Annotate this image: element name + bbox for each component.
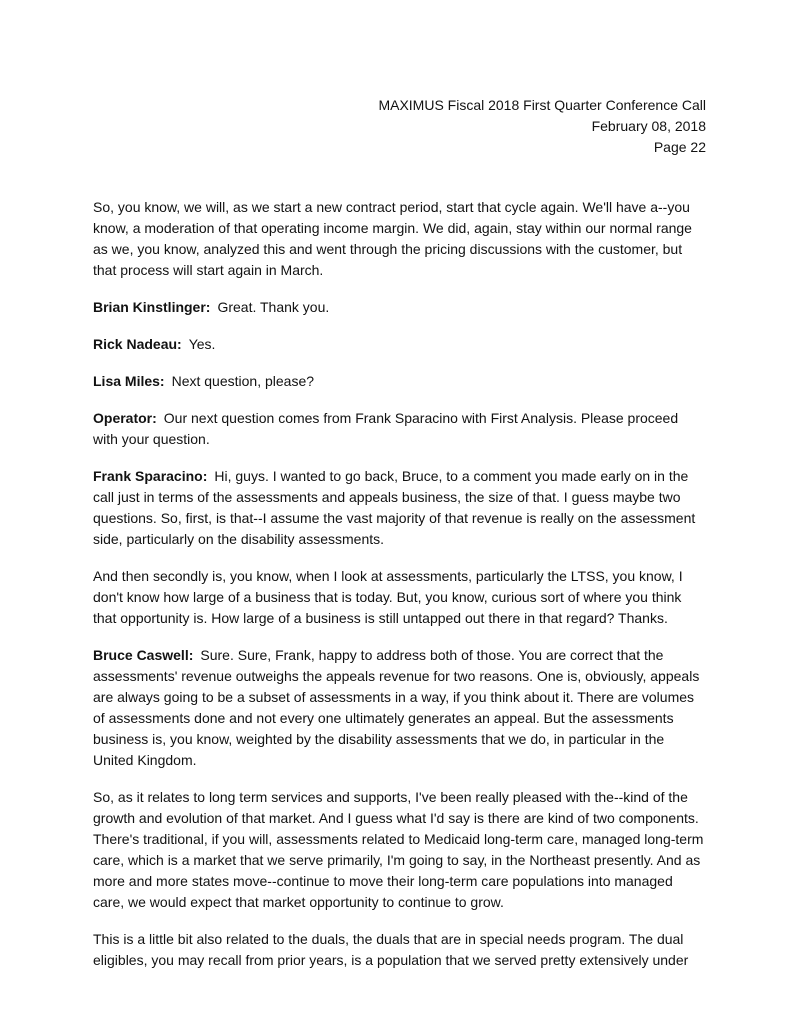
speaker-label: Rick Nadeau: xyxy=(93,336,182,352)
paragraph-text: Sure. Sure, Frank, happy to address both of those. You are correct that the assessments' revenue outweighs the appeals revenue for two reasons. One is, obviously, appeals are always going to be a subset of assessments in a way, if you think about it. There are volumes of assessments done and not every one ultimately generates an appeal. But the assessments business is, you know, weighted by the disability assessments that we do, in particular in the United Kingdom. xyxy=(93,647,700,768)
speaker-label: Frank Sparacino: xyxy=(93,468,208,484)
paragraph-brian-kinstlinger xyxy=(93,297,706,318)
paragraph-text: And then secondly is, you know, when I look at assessments, particularly the LTSS, you know, I don't know how large of a business that is today. But, you know, curious sort of where you think that opportunity is. How large of a business is still untapped out there in that regard? Thanks. xyxy=(93,568,683,626)
speaker-label: Brian Kinstlinger: xyxy=(93,299,211,315)
paragraph-text: Yes. xyxy=(188,336,216,352)
paragraph-bruce-caswell xyxy=(93,645,706,771)
paragraph-text: So, you know, we will, as we start a new contract period, start that cycle again. We'll have a--you know, a moderation of that operating income margin. We did, again, stay within our normal range as we, you know, analyzed this and went through the pricing discussions with the customer, but that process will start again in March. xyxy=(93,199,692,278)
speaker-label: Operator: xyxy=(93,410,157,426)
header-page-number: Page 22 xyxy=(653,139,706,155)
paragraph-duals xyxy=(93,929,706,971)
header-title: MAXIMUS Fiscal 2018 First Quarter Conference Call xyxy=(378,97,706,113)
paragraph-contract-cycle xyxy=(93,197,706,281)
paragraph-ltss-market xyxy=(93,787,706,913)
speaker-label: Bruce Caswell: xyxy=(93,647,194,663)
paragraph-text: Our next question comes from Frank Sparacino with First Analysis. Please proceed with your question. xyxy=(93,410,679,447)
header-date: February 08, 2018 xyxy=(591,118,706,134)
page-content xyxy=(93,95,706,987)
paragraph-text: Hi, guys. I wanted to go back, Bruce, to a comment you made early on in the call just in terms of the assessments and appeals business, the size of that. I guess maybe two questions. So, first, is that--I assume the vast majority of that revenue is really on the assessment side, particularly on the disability assessments. xyxy=(93,468,696,547)
paragraph-frank-sparacino xyxy=(93,466,706,550)
speaker-label: Lisa Miles: xyxy=(93,373,165,389)
page-header xyxy=(93,95,706,158)
paragraph-lisa-miles xyxy=(93,371,706,392)
paragraph-secondly-ltss xyxy=(93,566,706,629)
paragraph-text: Great. Thank you. xyxy=(217,299,330,315)
paragraph-rick-nadeau xyxy=(93,334,706,355)
paragraph-text: So, as it relates to long term services and supports, I've been really pleased with the--kind of the growth and evolution of that market. And I guess what I'd say is there are kind of two components. There's traditional, if you will, assessments related to Medicaid long-term care, managed long-term care, which is a market that we serve primarily, I'm going to say, in the Northeast presently. And as more and more states move--continue to move their long-term care populations into managed care, we would expect that market opportunity to continue to grow. xyxy=(93,789,704,910)
paragraph-text: This is a little bit also related to the duals, the duals that are in special needs program. The dual eligibles, you may recall from prior years, is a population that we served pretty extensively under xyxy=(93,931,689,968)
paragraph-text: Next question, please? xyxy=(171,373,315,389)
paragraph-operator xyxy=(93,408,706,450)
